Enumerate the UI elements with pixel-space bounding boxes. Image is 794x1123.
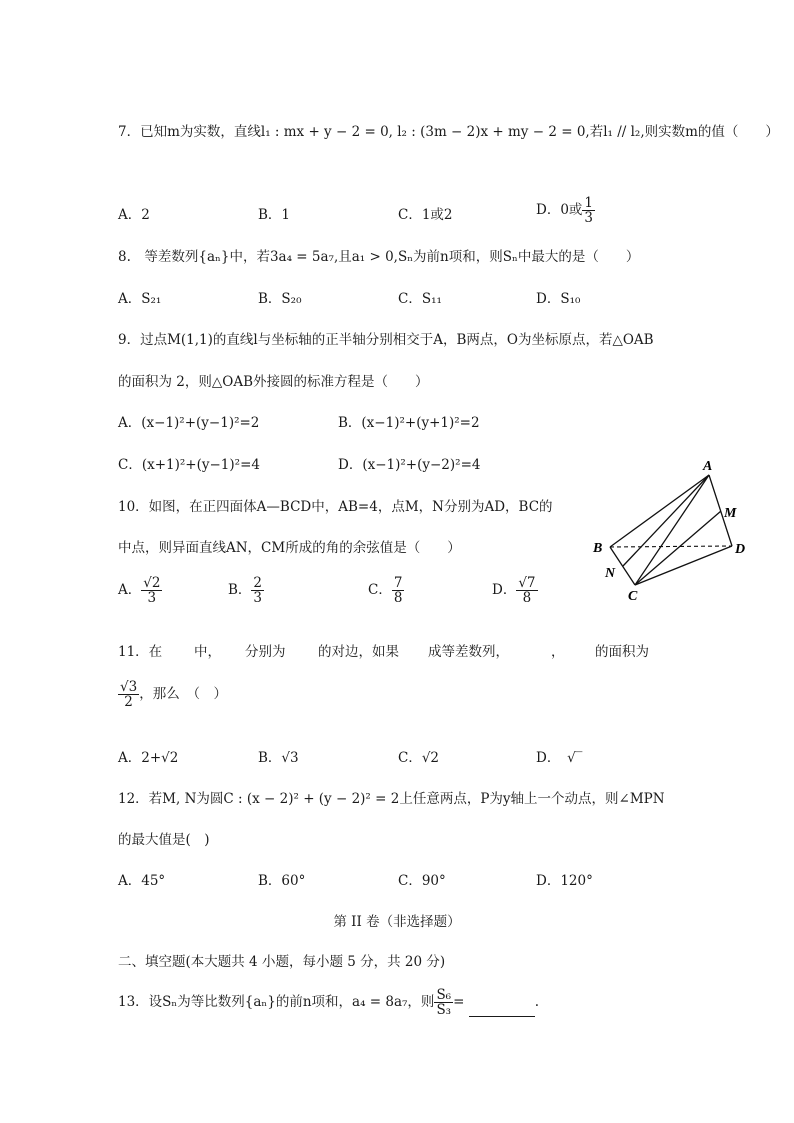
q13-equals: = bbox=[453, 994, 465, 1011]
q11-option-b: B．√3 bbox=[258, 750, 299, 766]
q12-option-b: B．60° bbox=[258, 873, 306, 889]
q11-stem-part7: 的面积为 bbox=[595, 644, 649, 660]
section2-title: 第 II 卷（非选择题） bbox=[333, 914, 461, 930]
q10-stem-line1: 10．如图，在正四面体A—BCD中，AB=4，点M，N分别为AD，BC的 bbox=[118, 499, 553, 515]
q10-option-c-label: C． bbox=[368, 582, 392, 599]
q11-stem-part5: 成等差数列， bbox=[428, 644, 509, 660]
q9-stem-line2: 的面积为 2，则△OAB外接圆的标准方程是（ ） bbox=[118, 374, 429, 390]
q7-option-d-label: D．0或 bbox=[536, 202, 583, 219]
fraction-denominator: 3 bbox=[147, 590, 157, 607]
q7-stem: 7．已知m为实数，直线l₁ : mx + y − 2 = 0, l₂ : (3m − 2)x + my − 2 = 0,若l₁ // l₂,则实数m的值（ ） bbox=[118, 124, 779, 140]
q13-fraction bbox=[434, 988, 453, 1017]
q13-stem bbox=[118, 988, 539, 1017]
q11-stem-line2 bbox=[118, 680, 227, 709]
q12-option-a: A．45° bbox=[118, 873, 166, 889]
q12-stem-line2: 的最大值是( ) bbox=[118, 832, 210, 848]
label-d: D bbox=[735, 542, 746, 557]
segment-an bbox=[623, 475, 709, 566]
tetrahedron-figure bbox=[585, 455, 760, 605]
q7-option-d bbox=[536, 196, 595, 225]
q13-period: . bbox=[534, 994, 540, 1011]
q8-option-b: B．S₂₀ bbox=[258, 291, 302, 307]
q11-stem-line2-text: ，那么 （ ） bbox=[139, 686, 227, 703]
q11-stem-part1: 11．在 bbox=[118, 644, 163, 660]
q10-option-c bbox=[368, 576, 404, 605]
q10-option-b-label: B． bbox=[228, 582, 252, 599]
q8-option-a: A．S₂₁ bbox=[118, 291, 162, 307]
q11-option-a: A．2+√2 bbox=[118, 750, 179, 766]
fraction-denominator: 8 bbox=[522, 590, 532, 607]
label-m: M bbox=[724, 506, 737, 521]
fraction-numerator: √2 bbox=[143, 575, 161, 591]
q11-stem-part3: 分别为 bbox=[245, 644, 286, 660]
label-b: B bbox=[593, 541, 603, 556]
q12-stem-line1: 12．若M, N为圆C : (x − 2)² + (y − 2)² = 2上任意两点，P为y轴上一个动点，则∠MPN bbox=[118, 791, 665, 807]
q9-option-a: A．(x−1)²+(y−1)²=2 bbox=[118, 415, 260, 431]
q9-stem-line1: 9．过点M(1,1)的直线l与坐标轴的正半轴分别相交于A，B两点，O为坐标原点，若△OAB bbox=[118, 332, 654, 348]
q10-option-d bbox=[492, 576, 538, 605]
q9-option-d: D．(x−1)²+(y−2)²=4 bbox=[338, 457, 481, 473]
q9-option-b: B．(x−1)²+(y+1)²=2 bbox=[338, 415, 480, 431]
q12-option-d: D．120° bbox=[536, 873, 593, 889]
fill-in-heading: 二、填空题(本大题共 4 小题，每小题 5 分，共 20 分) bbox=[118, 954, 446, 970]
q9-option-c: C．(x+1)²+(y−1)²=4 bbox=[118, 457, 260, 473]
fraction-numerator: √3 bbox=[120, 679, 138, 695]
fraction-numerator: √7 bbox=[518, 575, 536, 591]
q12-option-c: C．90° bbox=[398, 873, 446, 889]
q11-option-d: D． √‾ bbox=[536, 750, 583, 766]
q8-option-c: C．S₁₁ bbox=[398, 291, 442, 307]
edge-ab bbox=[610, 475, 709, 547]
fraction-denominator: 3 bbox=[253, 590, 263, 607]
fraction-denominator: 2 bbox=[124, 694, 133, 711]
q11-stem-part4: 的对边，如果 bbox=[318, 644, 399, 660]
q8-stem: 8. 等差数列{aₙ}中，若3a₄ = 5a₇,且a₁ > 0,Sₙ为前n项和，则Sₙ中最大的是（ ） bbox=[118, 249, 640, 265]
fraction-numerator: S₆ bbox=[436, 987, 452, 1003]
fraction-denominator: S₃ bbox=[436, 1002, 452, 1019]
q11-option-c: C．√2 bbox=[398, 750, 440, 766]
fraction-numerator: 1 bbox=[584, 195, 594, 211]
label-c: C bbox=[628, 589, 638, 604]
q10-stem-line2: 中点，则异面直线AN，CM所成的角的余弦值是（ ） bbox=[118, 540, 461, 556]
q11-stem-part6: ， bbox=[551, 644, 565, 660]
label-a: A bbox=[703, 459, 713, 474]
fraction-denominator: 3 bbox=[584, 210, 594, 227]
q10-option-d-label: D． bbox=[492, 582, 517, 599]
label-n: N bbox=[605, 566, 616, 581]
q11-stem-part2: 中， bbox=[194, 644, 221, 660]
edge-bd-hidden bbox=[610, 546, 732, 547]
q8-option-d: D．S₁₀ bbox=[536, 291, 581, 307]
q7-option-c: C．1或2 bbox=[398, 207, 453, 223]
q7-option-b: B．1 bbox=[258, 207, 291, 223]
q10-option-a-label: A． bbox=[118, 582, 142, 599]
q7-option-a: A．2 bbox=[118, 207, 150, 223]
q7-option-d-fraction bbox=[582, 196, 595, 225]
q13-answer-blank[interactable] bbox=[469, 1003, 535, 1017]
fraction-numerator: 2 bbox=[253, 575, 263, 591]
edge-ac bbox=[635, 475, 709, 585]
edge-cd bbox=[635, 546, 732, 585]
q10-option-a bbox=[118, 576, 162, 605]
q13-stem-text: 13．设Sₙ为等比数列{aₙ}的前n项和，a₄ = 8a₇，则 bbox=[118, 994, 435, 1011]
q10-option-b bbox=[228, 576, 264, 605]
fraction-numerator: 7 bbox=[393, 575, 403, 591]
fraction-denominator: 8 bbox=[393, 590, 403, 607]
